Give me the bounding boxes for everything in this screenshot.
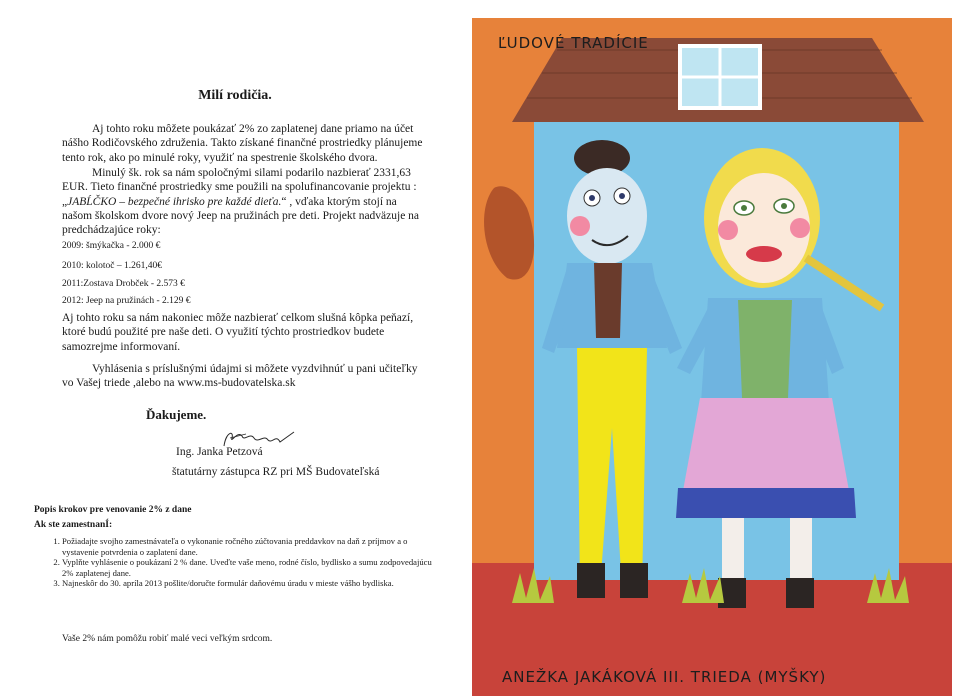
paragraph-pickup: Vyhlásenia s príslušnými údajmi si môžete vyzdvihnúť u pani učiteľky vo Vašej triede ,alebo na www.ms-budovatelska.sk	[62, 363, 418, 390]
girl-vest	[738, 300, 792, 398]
steps-subtitle: Ak ste zamestnanÍ:	[34, 520, 113, 530]
closing-line: Vaše 2% nám pomôžu robiť malé veci veľkým srdcom.	[62, 634, 273, 644]
step-item: 2. Vyplňte vyhlásenie o poukázaní 2 % dane. Uveďte vaše meno, rodné číslo, bydlisko a sumu zodpovedajúcu 2% zaplatenej dane.	[62, 557, 442, 578]
steps-title: Popis krokov pre venovanie 2% z dane	[34, 505, 192, 515]
paragraph-this-year: Aj tohto roku sa nám nakoniec môže nazbierať celkom slušná kôpka peňazí, ktoré budú použité pre naše deti. O využití týchto prostriedkov budete samozrejme informovaní.	[62, 312, 414, 353]
step-item: 3. Najneskôr do 30. apríla 2013 pošlite/doručte formulár daňovému úradu v mieste vášho bydliska.	[62, 578, 442, 589]
steps-list	[34, 536, 442, 589]
step-item: 1. Požiadajte svojho zamestnávateľa o vykonanie ročného zúčtovania preddavkov na daň z príjmov a o vystavenie potvrdenia o zaplatení dane.	[62, 536, 442, 557]
paragraph-last-year-text: Minulý šk. rok sa nám spoločnými silami podarilo nazbierať 2331,63 EUR. Tieto finančné prostriedky sme použili na spolufinancovanie projektu : „	[62, 167, 417, 208]
history-item: 2012: Jeep na pružinách - 2.129 €	[62, 296, 191, 306]
history-item: 2009: šmýkačka - 2.000 €	[62, 241, 161, 251]
paragraph-last-year	[62, 166, 427, 237]
project-name: JABĹČKO	[67, 195, 117, 208]
signer-name: Ing. Janka Petzová	[176, 446, 263, 458]
history-item: 2010: kolotoč – 1.261,40€	[62, 261, 163, 271]
project-subtitle: – bezpečné ihrisko pre každé dieťa.	[116, 195, 282, 208]
child-drawing	[472, 18, 952, 696]
letter-title: Milí rodičia.	[198, 88, 272, 103]
paragraph-intro: Aj tohto roku môžete poukázať 2% zo zaplatenej dane priamo na účet nášho Rodičovského združenia. Takto získané finančné prostriedky plánujeme tento rok, ako po minulé roky, využiť na spestrenie školského dvora.	[62, 123, 423, 164]
drawing-author: ANEŽKA JAKÁKOVÁ III. TRIEDA (MYŠKY)	[502, 668, 827, 686]
drawing-title: ĽUDOVÉ TRADÍCIE	[498, 34, 649, 52]
thanks-text: Ďakujeme.	[146, 407, 207, 422]
paragraph-last-year-end: “ , vďaka ktorým stojí na našom školskom dvore nový Jeep na pružinách pre deti. Projekt nadväzuje na predchádzajúce roky:	[62, 195, 420, 237]
history-item: 2011:Zostava Drobček - 2.573 €	[62, 279, 185, 289]
letter-page	[0, 0, 470, 698]
signer-role: štatutárny zástupca RZ pri MŠ Budovateľská	[172, 466, 380, 478]
